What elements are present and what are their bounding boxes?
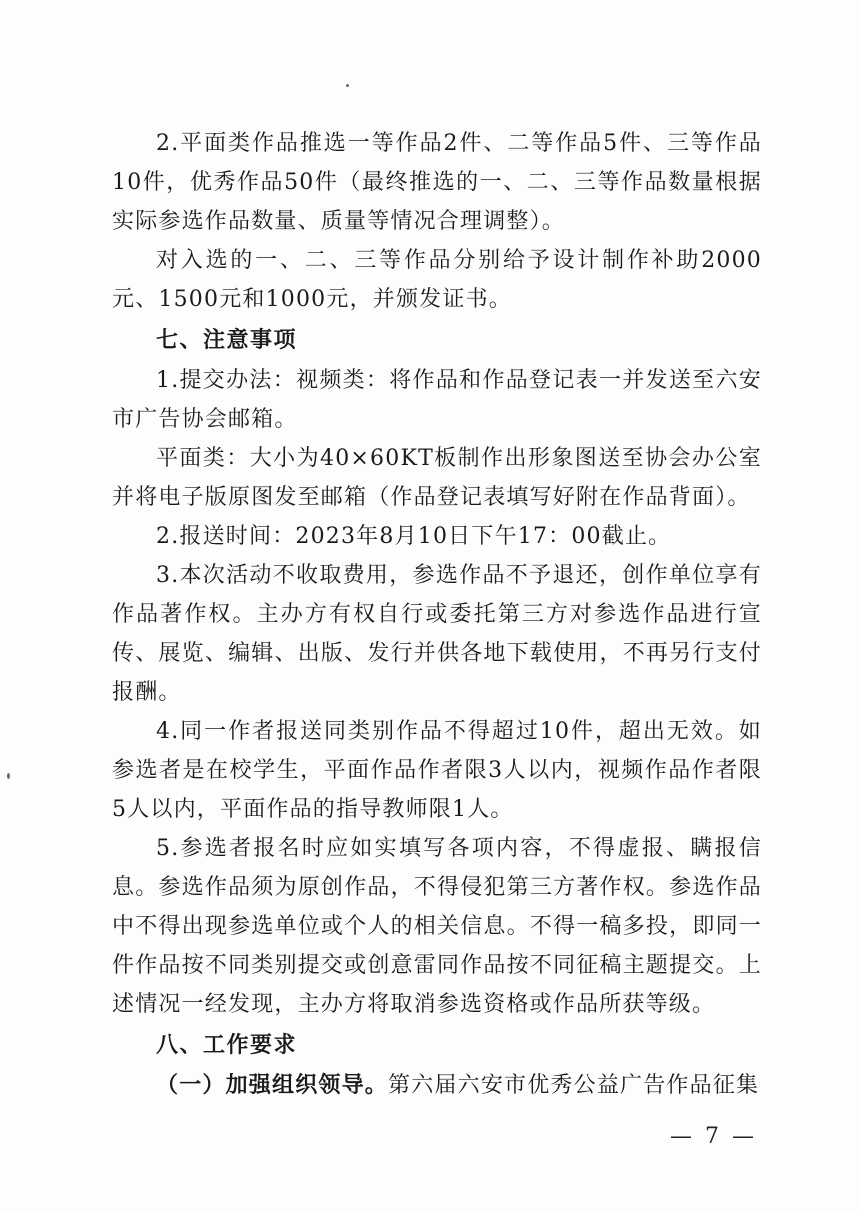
- paragraph-leadership-lead: （一）加强组织领导。: [156, 1073, 389, 1098]
- paragraph-integrity: 5.参选者报名时应如实填写各项内容，不得虚报、瞒报信息。参选作品须为原创作品，不得侵犯第三方著作权。参选作品中不得出现参选单位或个人的相关信息。不得一稿多投，即同一件作品按不同类别提交或创意雷同作品按不同征稿主题提交。上述情况一经发现，主办方将取消参选资格或作品所获等级。: [112, 836, 762, 1017]
- paragraph-leadership-text: 第六届六安市优秀公益广告作品征集: [388, 1073, 760, 1098]
- scan-speck: [7, 773, 10, 779]
- document-body: [112, 124, 762, 1105]
- paragraph-flat-submission: 平面类：大小为40×60KT板制作出形象图送至协会办公室并将电子版原图发至邮箱（作品登记表填写好附在作品背面）。: [112, 446, 762, 510]
- paragraph-leadership: [112, 1066, 762, 1105]
- paragraph-subsidy: 对入选的一、二、三等作品分别给予设计制作补助2000元、1500元和1000元，并颁发证书。: [112, 248, 762, 312]
- scan-speck: [346, 84, 349, 87]
- paragraph-author-limits: 4.同一作者报送同类别作品不得超过10件，超出无效。如参选者是在校学生，平面作品作者限3人以内，视频作品作者限5人以内，平面作品的指导教师限1人。: [112, 719, 762, 822]
- paragraph-fees-copyright: 3.本次活动不收取费用，参选作品不予退还，创作单位享有作品著作权。主办方有权自行或委托第三方对参选作品进行宣传、展览、编辑、出版、发行并供各地下载使用，不再另行支付报酬。: [112, 563, 762, 705]
- paragraph-submission-method: 1.提交办法：视频类：将作品和作品登记表一并发送至六安市广告协会邮箱。: [112, 368, 762, 432]
- page-number: — 7 —: [670, 1124, 757, 1149]
- section-heading-notes: 七、注意事项: [156, 328, 298, 353]
- paragraph-flat-works-quota: 2.平面类作品推选一等作品2件、二等作品5件、三等作品10件，优秀作品50件（最终推选的一、二、三等作品数量根据实际参选作品数量、质量等情况合理调整）。: [112, 131, 762, 234]
- paragraph-deadline: 2.报送时间：2023年8月10日下午17：00截止。: [156, 524, 672, 549]
- section-heading-requirements: 八、工作要求: [156, 1033, 298, 1058]
